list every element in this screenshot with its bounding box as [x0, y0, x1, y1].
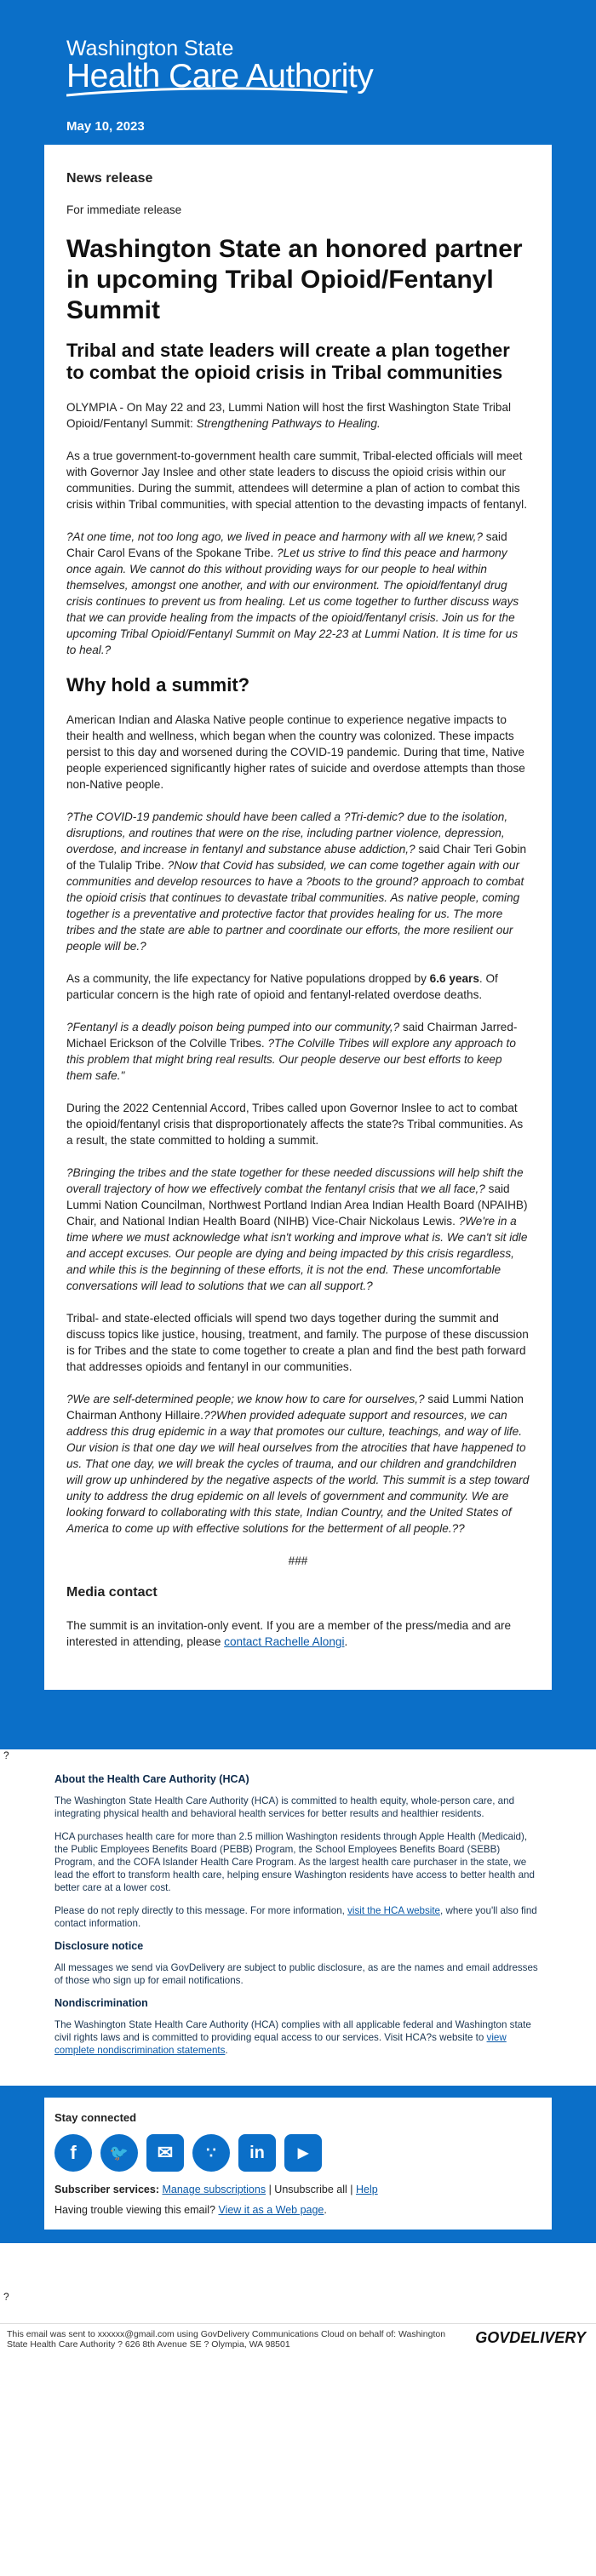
- nondiscrimination-heading: Nondiscrimination: [54, 1997, 148, 2009]
- footer: [0, 2323, 596, 2358]
- release-date: May 10, 2023: [66, 119, 145, 134]
- unsubscribe-all-link[interactable]: Unsubscribe all: [274, 2184, 347, 2195]
- hca-website-link[interactable]: visit the HCA website: [347, 1905, 441, 1916]
- paragraph-5: During the 2022 Centennial Accord, Tribes called upon Governor Inslee to act to combat the opioid/fentanyl crisis that disproportionately affects the state?s Tribal communities. As a result, the state committed to holding a summit.: [66, 1102, 524, 1147]
- disclosure-text: All messages we send via GovDelivery are subject to public disclosure, as are the names and email addresses of those who sign up for email notifications.: [54, 1962, 538, 1986]
- news-release-label: News release: [66, 171, 153, 186]
- youtube-icon[interactable]: ▶: [284, 2134, 322, 2172]
- why-heading: Why hold a summit?: [66, 674, 250, 696]
- logo-line1: Washington State: [66, 37, 234, 60]
- facebook-icon[interactable]: f: [54, 2134, 92, 2172]
- logo-swoosh-icon: [66, 87, 347, 99]
- nondiscrimination-link[interactable]: view complete nondiscrimination statements: [54, 2032, 507, 2056]
- nondiscrimination-text: The Washington State Health Care Authority (HCA) complies with all applicable federal and Washington state civil rights laws and is committed to providing equal access to our services. Visit HCA?s website to view complete nondiscrimination statements.: [54, 2019, 531, 2056]
- footer-text: This email was sent to xxxxxx@gmail.com using GovDelivery Communications Cloud on behalf of: Washington State Health Care Authority ? 626 8th Avenue SE ? Olympia, WA 98501: [7, 2329, 446, 2350]
- paragraph-6: Tribal- and state-elected officials will spend two days together during the summit and discuss topics like justice, housing, treatment, and family. The purpose of these discussion is for Tribes and the state to come together to create a plan and find the best path forward that addresses opioids and fentanyl in our communities.: [66, 1312, 529, 1373]
- disclosure-heading: Disclosure notice: [54, 1940, 144, 1952]
- quote-gobin: ?The COVID-19 pandemic should have been called a ?Tri-demic? due to the isolation, disruptions, and routines that were on the rise, including partner violence, depression, overdose, and increase in fentanyl and substance abuse addiction,? said Chair Teri Gobin of the Tulalip Tribe. ?Now that Covid has subsided, we can come together again with our communities and develop resources to have a ?boots to the ground? approach to combat the opioid crisis that continues to devastate tribal communities. As native people, coming together is a preventative and protective factor that provides healing for us. The more tribes and the state are able to partner and coordinate our efforts, the more resilient our people will be.?: [66, 810, 527, 953]
- paragraph-1: OLYMPIA - On May 22 and 23, Lummi Nation will host the first Washington State Tribal Opioid/Fentanyl Summit: Strengthening Pathways to Healing.: [66, 401, 512, 430]
- quote-hillaire: ?We are self-determined people; we know how to care for ourselves,? said Lummi Nation Chairman Anthony Hillaire.??When provided adequate support and resources, we can address this drug epidemic in a way that promotes our culture, teachings, and way of life. Our vision is that one day we will heal ourselves from the atrocities that have happened to us. That one day, we will break the cycles of trauma, and our children and grandchildren will grow up unhindered by the negative aspects of the world. This summit is a step toward unity to address the drug epidemic on all levels of government and community. We are looking forward to collaborating with this state, Indian Country, and the United States of America to come up with effective solutions for the betterment of all people.??: [66, 1393, 530, 1535]
- social-icons: [54, 2134, 543, 2172]
- email-icon[interactable]: ✉: [146, 2134, 184, 2172]
- paragraph-2: As a true government-to-government health care summit, Tribal-elected officials will meet with Governor Jay Inslee and other state leaders to discuss the opioid crisis within our communities. During the summit, attendees will determine a plan of action to combat this crisis within Tribal communities, with special attention to the devasting impacts of fentanyl.: [66, 449, 527, 511]
- paragraph-3: American Indian and Alaska Native people continue to experience negative impacts to their health and wellness, which began when the country was colonized. These impacts persist to this day and worsened during the COVID-19 pandemic. During that time, Native people experienced significantly higher rates of suicide and overdose attempts than those non-Native people.: [66, 713, 525, 791]
- linkedin-icon[interactable]: in: [238, 2134, 276, 2172]
- header: [0, 0, 596, 145]
- trouble-viewing: Having trouble viewing this email? View it as a Web page.: [54, 2204, 327, 2216]
- media-contact-text: The summit is an invitation-only event. If you are a member of the press/media and are interested in attending, please contact Rachelle Alongi.: [66, 1619, 512, 1648]
- for-release-text: For immediate release: [66, 203, 182, 216]
- stay-connected-heading: Stay connected: [54, 2111, 137, 2124]
- about-heading: About the Health Care Authority (HCA): [54, 1773, 249, 1785]
- media-contact-heading: Media contact: [66, 1585, 158, 1600]
- stay-connected: [44, 2098, 552, 2230]
- article-card: [44, 145, 552, 1690]
- contact-link[interactable]: contact Rachelle Alongi: [224, 1635, 345, 1648]
- stay-connected-band: [0, 2086, 596, 2243]
- subscriber-services: Subscriber services: Manage subscriptions | Unsubscribe all | Help: [54, 2184, 378, 2195]
- end-mark: ###: [288, 1554, 308, 1567]
- about-p3: Please do not reply directly to this message. For more information, visit the HCA website, where you'll also find contact information.: [54, 1905, 537, 1929]
- quote-erickson: ?Fentanyl is a deadly poison being pumped into our community,? said Chairman Jarred-Michael Erickson of the Colville Tribes. ?The Colville Tribes will explore any approach to this problem that might bring real results. Our people deserve our best efforts to keep them safe.": [66, 1021, 518, 1082]
- rss-icon[interactable]: ∵: [192, 2134, 230, 2172]
- quote-lewis: ?Bringing the tribes and the state together for these needed discussions will help shift the overall trajectory of how we effectively combat the fentanyl crisis that we all face,? said Lummi Nation Councilman, Northwest Portland Indian Area Indian Health Board (NPAIHB) Chair, and National Indian Health Board (NIHB) Vice-Chair Nickolaus Lewis. ?We're in a time where we must acknowledge what isn't working and improve what is. We can't sit idle and accept excuses. Our people are dying and being impacted by this crisis regardless, and while this is the beginning of these efforts, it is not the end. These uncomfortable conversations will lead to solutions that we can all support.?: [66, 1166, 528, 1292]
- article-subtitle: Tribal and state leaders will create a plan together to combat the opioid crisis in Tribal communities: [66, 340, 510, 383]
- manage-subscriptions-link[interactable]: Manage subscriptions: [162, 2184, 266, 2195]
- about-section: [0, 1765, 596, 2086]
- stray-char: ?: [3, 1749, 9, 1761]
- help-link[interactable]: Help: [355, 2184, 378, 2195]
- stray-char-2: ?: [3, 2291, 9, 2303]
- about-p1: The Washington State Health Care Authority (HCA) is committed to health equity, whole-person care, and integrating physical health and behavioral health services for better results and healthier residents.: [54, 1795, 515, 1819]
- quote-evans: ?At one time, not too long ago, we lived in peace and harmony with all we knew,? said Chair Carol Evans of the Spokane Tribe. ?Let us strive to find this peace and harmony once again. We cannot do this without providing ways for our people to heal within themselves, amongst one another, and with our environment. The opioid/fentanyl drug crisis continues to prevent us from healing. Let us come together to further discuss ways that we can provide healing from the impacts of the opioid/fentanyl crisis. Join us for the upcoming Tribal Opioid/Fentanyl Summit on May 22-23 at Lummi Nation. It is time for us to heal.?: [66, 530, 519, 656]
- about-p2: HCA purchases health care for more than 2.5 million Washington residents through Apple Health (Medicaid), the Public Employees Benefits Board (PEBB) Program, the School Employees Benefits Board (SEBB) Program, and the COFA Islander Health Care Program. As the largest health care purchaser in the state, we lead the effort to transform health care, helping ensure Washington residents have access to better health and better care at a lower cost.: [54, 1831, 535, 1893]
- twitter-icon[interactable]: 🐦: [100, 2134, 138, 2172]
- article-title: Washington State an honored partner in upcoming Tribal Opioid/Fentanyl Summit: [66, 235, 523, 324]
- paragraph-4: As a community, the life expectancy for Native populations dropped by 6.6 years. Of particular concern is the high rate of opioid and fentanyl-related overdose deaths.: [66, 972, 498, 1001]
- govdelivery-logo[interactable]: GOVDELIVERY: [475, 2329, 586, 2346]
- web-page-link[interactable]: View it as a Web page: [218, 2204, 324, 2216]
- logo-line2: Health Care Authority: [66, 58, 374, 94]
